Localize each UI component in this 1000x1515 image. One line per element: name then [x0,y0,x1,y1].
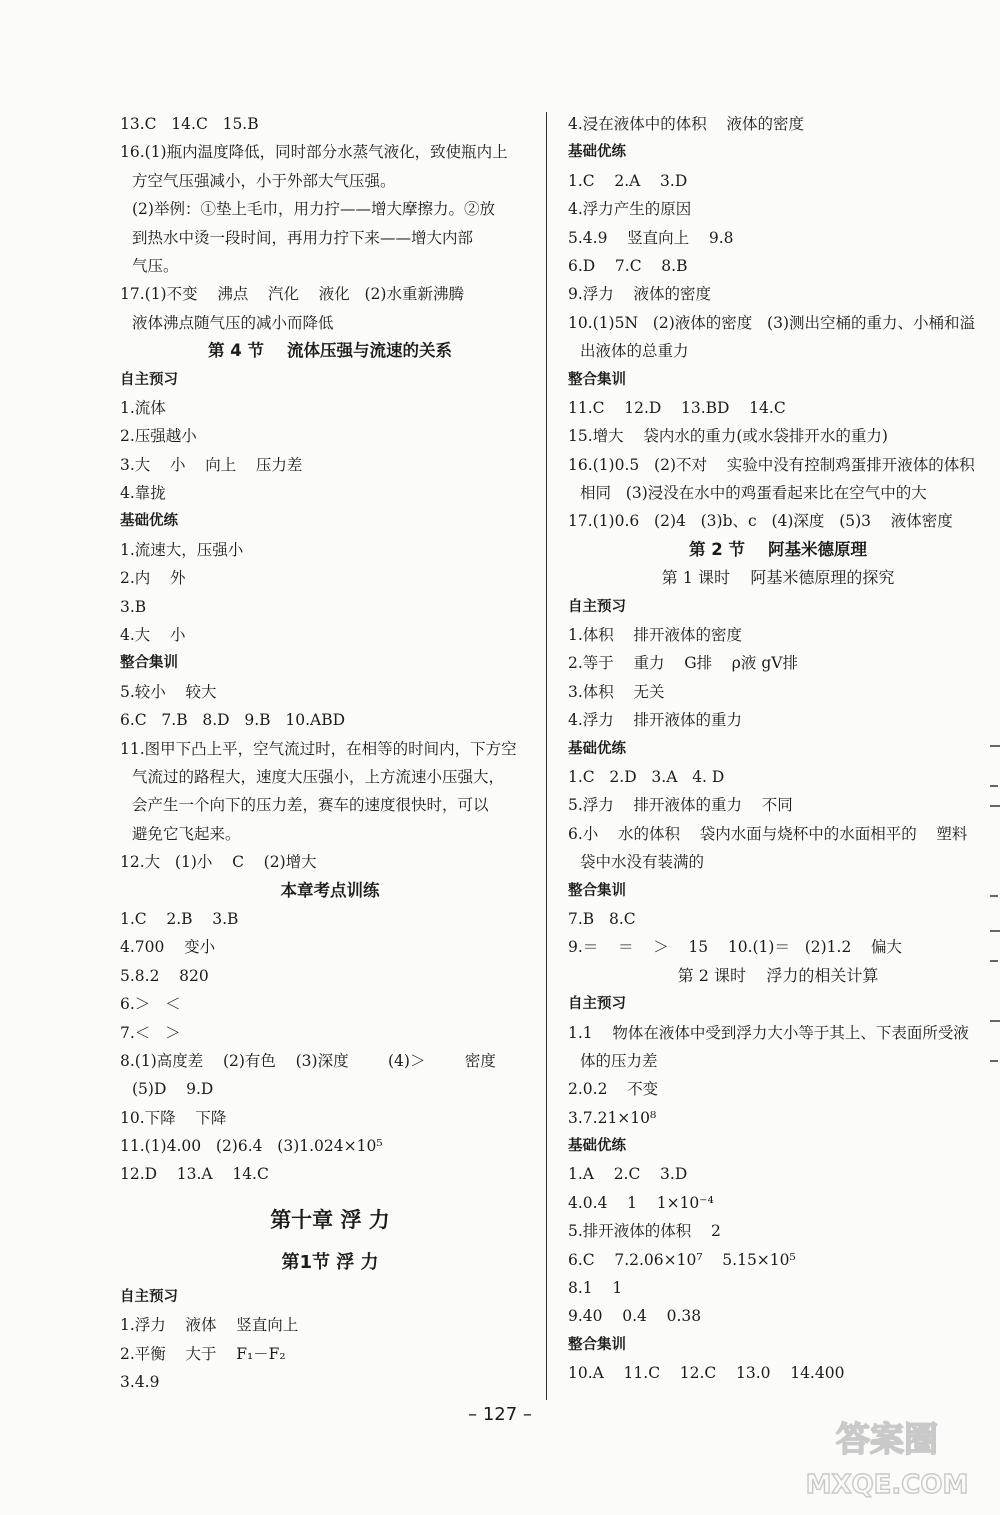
answer-line: 16.(1)瓶内温度降低，同时部分水蒸气液化，致使瓶内上 [120,143,508,162]
answer-line: 3.7.21×10⁸ [568,1108,657,1127]
answer-line: 10.(1)5N (2)液体的密度 (3)测出空桶的重力、小桶和溢 [568,313,976,332]
answer-line: 6.D 7.C 8.B [568,256,688,275]
subheading: 基础优练 [568,740,626,757]
answer-line: 15.增大 袋内水的重力(或水袋排开水的重力) [568,427,888,446]
answer-line: 6.＞ ＜ [120,995,181,1014]
subheading: 自主预习 [568,996,626,1013]
subheading: 整合集训 [568,882,626,899]
edge-mark [990,785,998,787]
answer-line: 2.平衡 大于 F₁－F₂ [120,1344,286,1363]
answer-line: 2.等于 重力 G排 ρ液 gV排 [568,654,798,673]
answer-line: 3.4.9 [120,1373,160,1392]
answer-continuation: 避免它飞起来。 [132,824,241,843]
answer-line: 12.大 (1)小 C (2)增大 [120,853,317,872]
answer-line: 6.C 7.2.06×10⁷ 5.15×10⁵ [568,1250,796,1269]
answer-line: 5.排开液体的体积 2 [568,1222,721,1241]
edge-mark [990,1060,998,1062]
answer-line: 5.8.2 820 [120,966,209,985]
answer-line: 7.＜ ＞ [120,1023,181,1042]
answer-continuation: 相同 (3)浸没在水中的鸡蛋看起来比在空气中的大 [580,484,927,503]
subheading: 基础优练 [568,144,626,161]
answer-line: 10.A 11.C 12.C 13.0 14.400 [568,1364,845,1383]
answer-line: 2.内 外 [120,569,186,588]
subheading: 自主预习 [120,1288,178,1305]
answer-line: 7.B 8.C [568,909,636,928]
answer-line: 3.体积 无关 [568,682,665,701]
answer-line: 17.(1)0.6 (2)4 (3)b、c (4)深度 (5)3 液体密度 [568,512,953,531]
lesson-heading: 第 1 课时 阿基米德原理的探究 [661,568,895,588]
answer-line: 4.700 变小 [120,938,216,957]
answer-continuation: 会产生一个向下的压力差，赛车的速度很快时，可以 [132,796,489,815]
edge-mark [990,930,1000,932]
answer-continuation: 气流过的路程大，速度大压强小，上方流速小压强大， [132,767,505,786]
answer-continuation: 液体沸点随气压的减小而降低 [132,313,334,332]
answer-continuation: 气压。 [132,256,179,275]
answer-line: 11.图甲下凸上平，空气流过时，在相等的时间内，下方空 [120,739,517,758]
answer-line: 4.浮力产生的原因 [568,200,692,219]
answer-line: 9.浮力 液体的密度 [568,285,711,304]
answer-line: 2.压强越小 [120,427,197,446]
section-heading: 第 2 节 阿基米德原理 [689,539,867,559]
answer-line: 4.0.4 1 1×10⁻⁴ [568,1193,714,1212]
answer-line: 1.C 2.B 3.B [120,909,239,928]
answer-continuation: 到热水中烫一段时间，再用力拧下来——增大内部 [132,228,474,247]
answer-line: 2.0.2 不变 [568,1080,659,1099]
answer-line: 1.C 2.D 3.A 4. D [568,767,725,786]
answer-line: 1.流速大，压强小 [120,540,244,559]
subheading: 自主预习 [568,598,626,615]
subheading: 基础优练 [568,1138,626,1155]
answer-line: 5.4.9 竖直向上 9.8 [568,228,734,247]
answer-line: 4.大 小 [120,626,186,645]
column-divider [546,112,547,1400]
answer-line: 8.(1)高度差 (2)有色 (3)深度 (4)＞ 密度 [120,1051,496,1070]
answer-line: 1.体积 排开液体的密度 [568,626,742,645]
answer-line: 3.大 小 向上 压力差 [120,455,303,474]
watermark-logo [792,1409,982,1505]
answer-line: 1.1 物体在液体中受到浮力大小等于其上、下表面所受液 [568,1023,969,1042]
subheading: 基础优练 [120,513,178,530]
subheading: 整合集训 [120,655,178,672]
answer-continuation: (5)D 9.D [132,1080,214,1099]
edge-mark [990,895,998,897]
answer-line: 16.(1)0.5 (2)不对 实验中没有控制鸡蛋排开液体的体积 [568,455,975,474]
answer-line: 8.1 1 [568,1279,623,1298]
answer-line: 1.A 2.C 3.D [568,1165,688,1184]
answer-line: 17.(1)不变 沸点 汽化 液化 (2)水重新沸腾 [120,285,464,304]
answer-line: 11.(1)4.00 (2)6.4 (3)1.024×10⁵ [120,1137,383,1156]
answer-line: 6.小 水的体积 袋内水面与烧杯中的水面相平的 塑料 [568,824,968,843]
answer-line: 12.D 13.A 14.C [120,1165,269,1184]
answer-line: 4.浸在液体中的体积 液体的密度 [568,115,804,133]
subheading: 整合集训 [568,1336,626,1353]
chapter-heading: 第十章 浮 力 [270,1207,390,1232]
answer-line: 11.C 12.D 13.BD 14.C [568,398,786,417]
subheading: 整合集训 [568,371,626,388]
edge-mark [990,960,998,962]
section-title: 第1节 浮 力 [281,1251,379,1273]
answer-line: 3.B [120,597,147,616]
answer-line: 6.C 7.B 8.D 9.B 10.ABD [120,711,346,730]
answer-continuation: 袋中水没有装满的 [580,853,705,872]
lesson-heading: 第 2 课时 浮力的相关计算 [677,965,879,985]
section-heading: 第 4 节 流体压强与流速的关系 [208,341,452,361]
answer-line: 9.40 0.4 0.38 [568,1307,702,1326]
edge-mark [990,1020,1000,1022]
answer-continuation: 出液体的总重力 [580,342,689,361]
watermark-bottom-text: MXQE.COM [805,1470,969,1500]
answer-line: 10.下降 下降 [120,1108,227,1127]
answer-line: 1.浮力 液体 竖直向上 [120,1316,299,1335]
answer-line: 13.C 14.C 15.B [120,115,259,133]
edge-mark [990,805,1000,807]
answer-line: 4.浮力 排开液体的重力 [568,711,742,730]
answer-line: 1.C 2.A 3.D [568,171,688,190]
answer-line: 9.＝ ＝ ＞ 15 10.(1)＝ (2)1.2 偏大 [568,938,903,957]
answer-continuation: (2)举例：①垫上毛巾，用力拧——增大摩擦力。②放 [132,200,495,219]
answer-line: 5.浮力 排开液体的重力 不同 [568,796,793,815]
right-column [568,110,988,1388]
section-heading: 本章考点训练 [280,880,380,900]
left-column [120,110,540,1396]
watermark-top-text: 答案圈 [836,1420,938,1460]
answer-line: 1.流体 [120,398,166,417]
answer-continuation: 体的压力差 [580,1051,658,1070]
answer-line: 4.靠拢 [120,484,166,503]
edge-mark [990,745,1000,747]
answer-line: 5.较小 较大 [120,682,217,701]
answer-continuation: 方空气压强减小，小于外部大气压强。 [132,171,396,190]
page-number: – 127 – [468,1404,532,1425]
subheading: 自主预习 [120,371,178,388]
